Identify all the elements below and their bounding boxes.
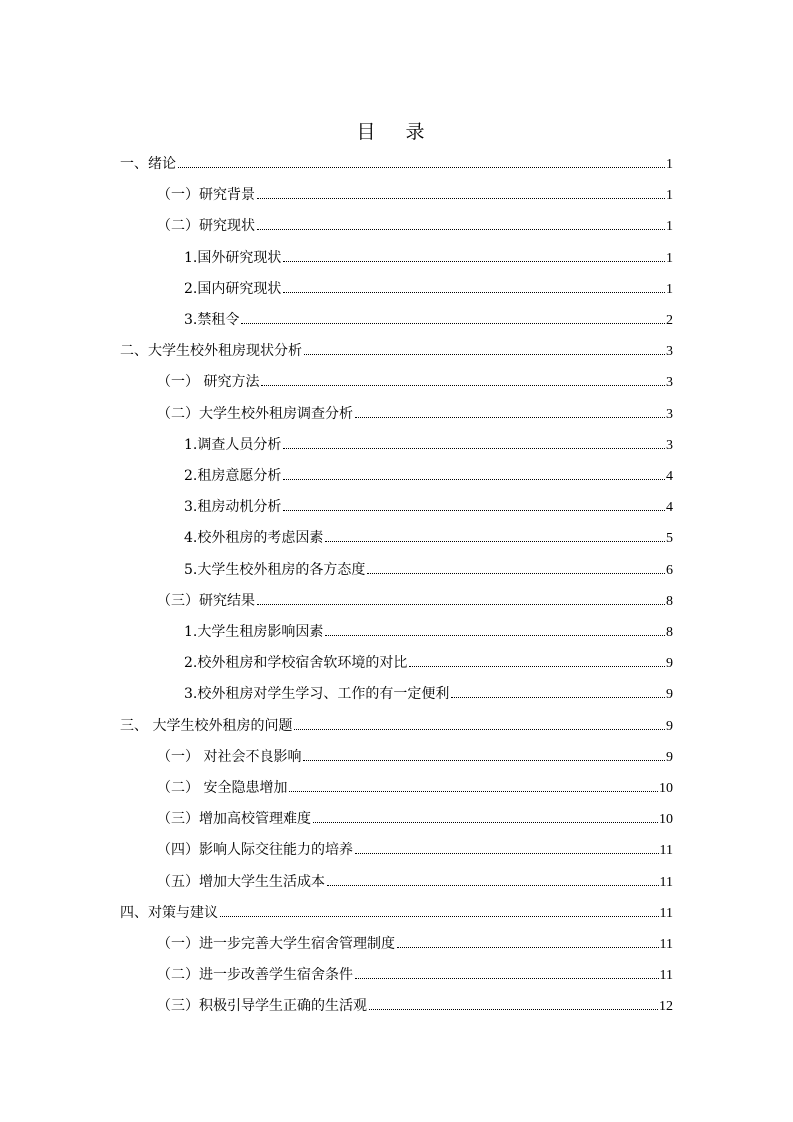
toc-entry-title: （五）增加大学生生活成本 — [157, 873, 325, 890]
toc-entry[interactable] — [120, 716, 673, 736]
toc-page-number: 3 — [666, 344, 673, 360]
toc-page-number: 8 — [666, 625, 673, 640]
toc-entry-title: 4.校外租房的考虑因素 — [184, 530, 324, 547]
toc-entry-title: 3.校外租房对学生学习、工作的有一定便利 — [184, 686, 450, 703]
toc-entry[interactable] — [184, 310, 673, 330]
toc-page-number: 3 — [666, 375, 673, 391]
toc-page-number: 9 — [666, 656, 673, 672]
toc-page-number: 6 — [666, 562, 673, 578]
dot-leader — [303, 760, 665, 761]
toc-entry[interactable] — [184, 560, 673, 580]
toc-entry-title: 3.租房动机分析 — [184, 499, 282, 516]
toc-page-number: 11 — [659, 874, 673, 890]
toc-entry[interactable] — [120, 154, 673, 174]
toc-page-number: 1 — [666, 188, 673, 204]
dot-leader — [257, 604, 665, 605]
dot-leader — [325, 541, 665, 542]
toc-entry[interactable] — [157, 216, 673, 236]
dot-leader — [178, 167, 665, 168]
toc-entry-title: （三）增加高校管理难度 — [157, 811, 311, 828]
toc-page-number: 11 — [659, 968, 673, 984]
toc-entry[interactable] — [184, 653, 673, 673]
toc-entry[interactable] — [184, 279, 673, 299]
toc-entry-title: （四）影响人际交往能力的培养 — [157, 842, 353, 859]
dot-leader — [283, 479, 665, 480]
dot-leader — [289, 791, 658, 792]
toc-page-number: 9 — [666, 687, 673, 703]
toc-entry-title: 2.校外租房和学校宿舍软环境的对比 — [184, 655, 408, 672]
toc-entry-title: （二）进一步改善学生宿舍条件 — [157, 967, 353, 984]
toc-entry[interactable] — [120, 903, 673, 923]
toc-page-number: 3 — [666, 406, 673, 422]
dot-leader — [355, 978, 659, 979]
toc-page-number: 12 — [659, 999, 673, 1015]
toc-entry[interactable] — [157, 185, 673, 205]
toc-entry[interactable] — [184, 497, 673, 517]
toc-entry-title: 2.国内研究现状 — [184, 280, 282, 297]
toc-entry[interactable] — [157, 372, 673, 392]
toc-entry[interactable] — [120, 341, 673, 361]
toc-entry[interactable] — [157, 840, 673, 860]
dot-leader — [397, 947, 659, 948]
toc-entry-title: 二、大学生校外租房现状分析 — [120, 343, 302, 360]
dot-leader — [367, 573, 665, 574]
toc-entry[interactable] — [157, 778, 673, 798]
toc-entry[interactable] — [184, 622, 673, 642]
toc-page-number: 11 — [659, 905, 673, 921]
dot-leader — [220, 916, 659, 917]
toc-entry-title: 四、对策与建议 — [120, 904, 218, 921]
toc-page-number: 3 — [666, 437, 673, 453]
toc-entry-title: 1.国外研究现状 — [184, 249, 282, 266]
toc-page-number: 9 — [666, 749, 673, 765]
dot-leader — [283, 510, 665, 511]
dot-leader — [355, 853, 659, 854]
toc-entry[interactable] — [184, 684, 673, 704]
toc-entry[interactable] — [184, 466, 673, 486]
toc-entry-title: 一、绪论 — [120, 156, 176, 172]
toc-page-number: 8 — [666, 593, 673, 609]
toc-page-number: 1 — [666, 157, 673, 172]
toc-entry-title: 三、 大学生校外租房的问题 — [120, 717, 293, 734]
toc-page-number: 1 — [666, 250, 673, 266]
dot-leader — [283, 292, 665, 293]
toc-entry[interactable] — [184, 528, 673, 548]
toc-page-number: 10 — [659, 812, 673, 828]
toc-entry-title: 5.大学生校外租房的各方态度 — [184, 561, 366, 578]
toc-entry[interactable] — [157, 809, 673, 829]
toc-entry-title: （一） 研究方法 — [157, 374, 260, 391]
toc-entry-title: （二） 安全隐患增加 — [157, 780, 288, 796]
toc-page-number: 4 — [666, 500, 673, 516]
toc-page-number: 11 — [659, 937, 673, 952]
dot-leader — [409, 666, 665, 667]
toc-entry-title: （二）大学生校外租房调查分析 — [157, 405, 353, 422]
toc-entry[interactable] — [157, 965, 673, 985]
toc-entry-title: （三）研究结果 — [157, 592, 255, 609]
toc-entry-title: （一） 对社会不良影响 — [157, 748, 302, 765]
toc-entry-title: （一）研究背景 — [157, 187, 255, 204]
dot-leader — [355, 417, 665, 418]
dot-leader — [241, 323, 665, 324]
toc-entry[interactable] — [184, 248, 673, 268]
toc-entry[interactable] — [157, 872, 673, 892]
dot-leader — [369, 1009, 658, 1010]
dot-leader — [451, 697, 665, 698]
toc-page-number: 2 — [666, 313, 673, 328]
toc-page-number: 1 — [666, 281, 673, 297]
toc-page-number: 9 — [666, 718, 673, 734]
toc-entry[interactable] — [157, 934, 673, 954]
toc-entry-title: （一）进一步完善大学生宿舍管理制度 — [157, 936, 395, 952]
toc-entry[interactable] — [157, 747, 673, 767]
dot-leader — [304, 354, 665, 355]
dot-leader — [327, 885, 659, 886]
toc-page-number: 1 — [666, 219, 673, 235]
dot-leader — [313, 822, 658, 823]
toc-entry-title: 1.大学生租房影响因素 — [184, 624, 324, 640]
dot-leader — [283, 448, 665, 449]
toc-entry-title: （二）研究现状 — [157, 218, 255, 235]
page-title: 目 录 — [356, 121, 437, 143]
dot-leader — [294, 729, 665, 730]
toc-entry-title: 3.禁租令 — [184, 312, 240, 328]
toc-entry[interactable] — [157, 591, 673, 611]
dot-leader — [257, 198, 665, 199]
toc-entry-title: 2.租房意愿分析 — [184, 468, 282, 484]
dot-leader — [325, 635, 665, 636]
toc-page-number: 10 — [659, 781, 673, 796]
toc-page-number: 11 — [659, 843, 673, 859]
toc-entry[interactable] — [157, 404, 673, 424]
dot-leader — [257, 229, 665, 230]
toc-entry-title: 1.调查人员分析 — [184, 436, 282, 453]
toc-entry-title: （三）积极引导学生正确的生活观 — [157, 998, 367, 1015]
toc-page-number: 5 — [666, 531, 673, 547]
toc-page-number: 4 — [666, 469, 673, 484]
dot-leader — [283, 261, 665, 262]
toc-entry[interactable] — [157, 996, 673, 1016]
dot-leader — [261, 385, 665, 386]
toc-entry[interactable] — [184, 435, 673, 455]
